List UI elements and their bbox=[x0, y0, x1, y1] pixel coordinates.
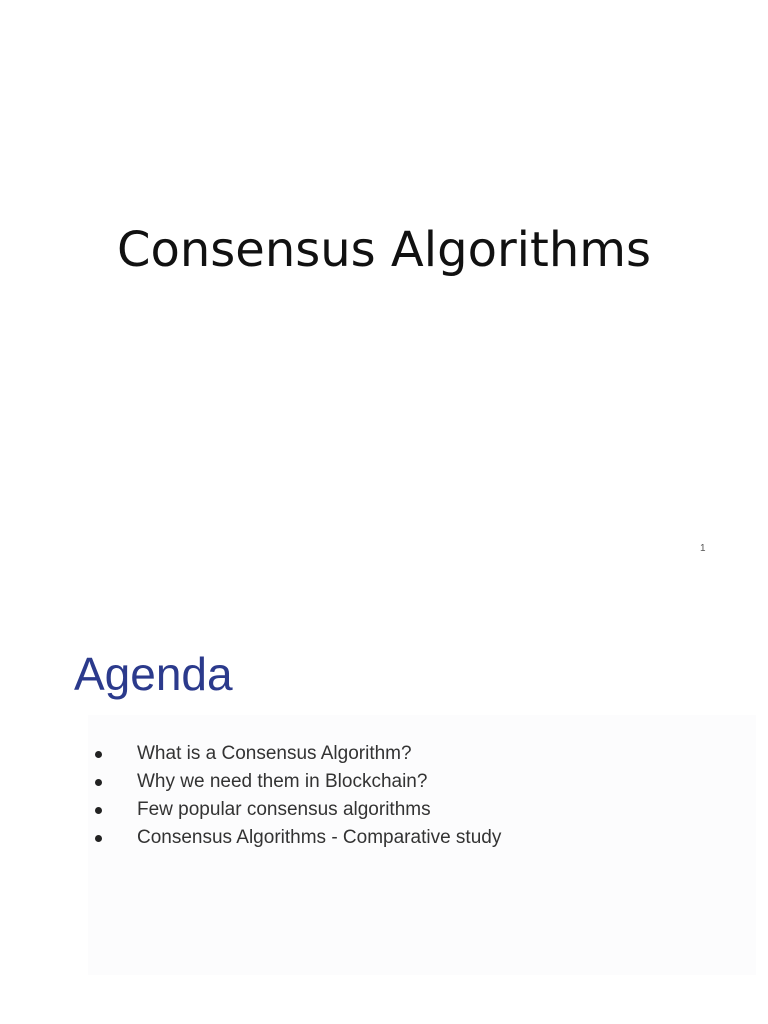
agenda-slide bbox=[0, 600, 768, 1024]
bullet-icon bbox=[95, 779, 102, 786]
bullet-icon bbox=[95, 835, 102, 842]
agenda-item-text: What is a Consensus Algorithm? bbox=[137, 743, 412, 764]
slide-title: Consensus Algorithms bbox=[116, 222, 652, 278]
bullet-icon bbox=[95, 751, 102, 758]
page-number: 1 bbox=[700, 543, 706, 554]
agenda-item-text: Few popular consensus algorithms bbox=[137, 799, 431, 820]
agenda-title: Agenda bbox=[74, 648, 233, 700]
bullet-icon bbox=[95, 807, 102, 814]
agenda-item-text: Why we need them in Blockchain? bbox=[137, 771, 428, 792]
agenda-item-text: Consensus Algorithms - Comparative study bbox=[137, 827, 502, 848]
